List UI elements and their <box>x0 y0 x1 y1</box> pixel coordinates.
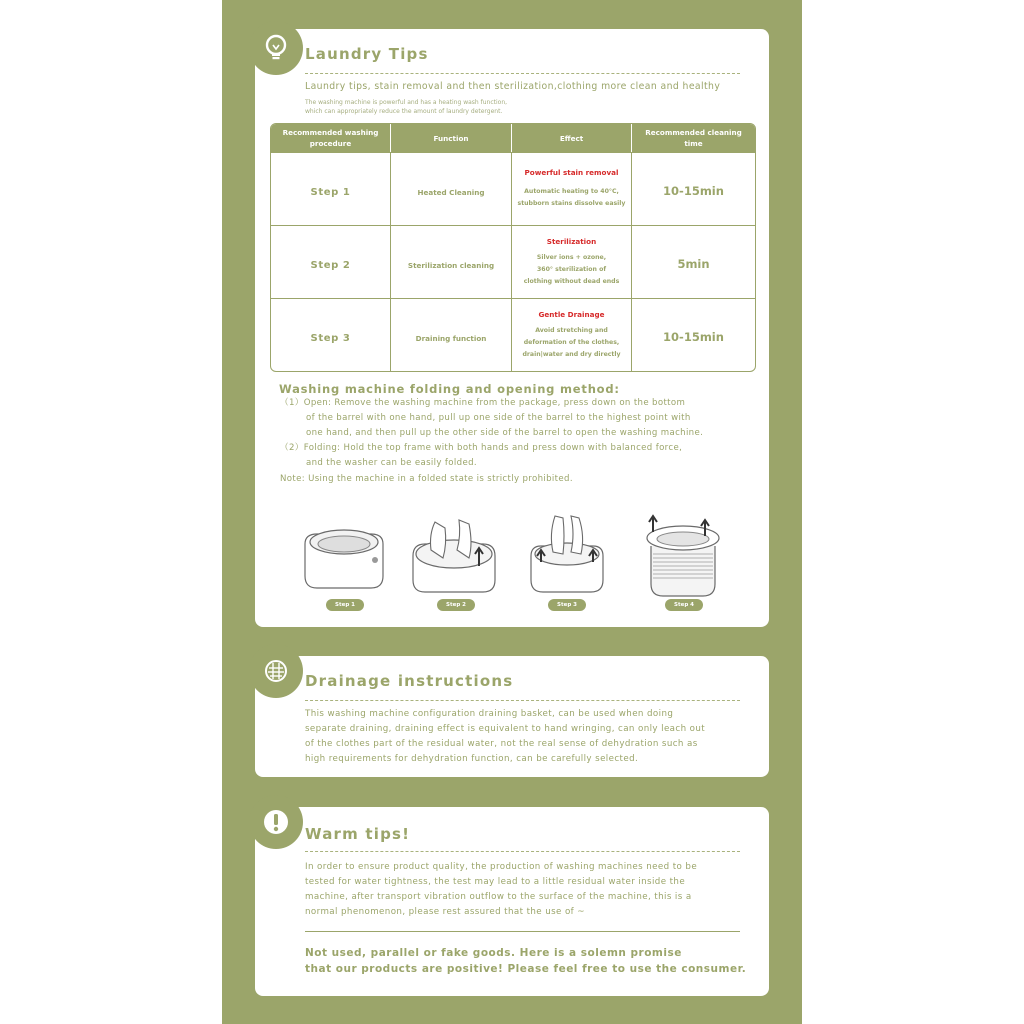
method-title: Washing machine folding and opening method: <box>279 382 620 396</box>
drainage-text: This washing machine configuration draining basket, can be used when doing <box>305 709 674 719</box>
drainage-text: of the clothes part of the residual water, not the real sense of dehydration such as <box>305 739 698 749</box>
step-pill: Step 4 <box>665 599 703 611</box>
effect-text: Silver ions + ozone, <box>536 253 607 261</box>
step-pill: Step 2 <box>437 599 475 611</box>
effect-text: Automatic heating to 40°C, <box>524 188 619 195</box>
open-instruction: one hand, and then pull up the other side of the barrel to open the washing machine. <box>306 428 704 438</box>
hand-pull-illustration <box>519 514 615 604</box>
warm-text: normal phenomenon, please rest assured that the use of ~ <box>305 907 585 917</box>
washer-closed-illustration <box>297 514 393 604</box>
card-title: Warm tips! <box>305 825 411 843</box>
warm-tips-card <box>255 807 769 996</box>
effect-text: deformation of the clothes, <box>523 338 620 346</box>
card-subtitle: Laundry tips, stain removal and then sterilization,clothing more clean and healthy <box>305 81 721 92</box>
effect-title: Powerful stain removal <box>524 168 619 177</box>
drainage-card <box>255 656 769 777</box>
dashed-divider <box>305 851 740 852</box>
open-instruction: （1）Open: Remove the washing machine from the package, press down on the bottom <box>280 398 686 408</box>
fold-instruction: and the washer can be easily folded. <box>306 458 477 468</box>
table-header: Recommended washing procedure <box>271 124 391 152</box>
cleaning-time: 10-15min <box>663 183 724 198</box>
step-label: Step 2 <box>310 259 351 271</box>
warm-text: tested for water tightness, the test may lead to a little residual water inside the <box>305 877 686 887</box>
warm-text: In order to ensure product quality, the production of washing machines need to be <box>305 862 698 872</box>
card-title: Drainage instructions <box>305 672 514 690</box>
fold-instruction: （2）Folding: Hold the top frame with both hands and press down with balanced force, <box>280 443 683 453</box>
effect-title: Gentle Drainage <box>538 309 605 319</box>
drainage-text: high requirements for dehydration function, can be carefully selected. <box>305 754 639 764</box>
card-title: Laundry Tips <box>305 45 429 63</box>
note-line: The washing machine is powerful and has a heating wash function, <box>305 99 508 106</box>
function-label: Heated Cleaning <box>417 187 485 197</box>
open-instruction: of the barrel with one hand, pull up one side of the barrel to the highest point with <box>306 413 691 423</box>
step-label: Step 1 <box>310 186 351 198</box>
lightbulb-icon <box>249 21 303 75</box>
table-header: Effect <box>512 124 632 152</box>
effect-text: clothing without dead ends <box>523 277 620 285</box>
washer-open-illustration <box>635 514 731 604</box>
function-label: Sterilization cleaning <box>407 260 495 270</box>
solid-divider <box>305 931 740 932</box>
effect-title: Sterilization <box>546 236 597 246</box>
table-header: Recommended cleaning time <box>632 124 755 152</box>
folded-note: Note: Using the machine in a folded state is strictly prohibited. <box>280 474 573 484</box>
drainage-text: separate draining, draining effect is equivalent to hand wringing, can only leach out <box>305 724 706 734</box>
promise-text: Not used, parallel or fake goods. Here is a solemn promise <box>305 947 682 959</box>
table-header: Function <box>391 124 512 152</box>
cleaning-time: 5min <box>677 256 710 271</box>
table-row <box>271 298 755 371</box>
laundry-table <box>270 123 756 372</box>
dashed-divider <box>305 73 740 74</box>
table-row <box>271 152 755 225</box>
note-line: which can appropriately reduce the amount of laundry detergent. <box>305 108 503 115</box>
exclamation-icon <box>249 795 303 849</box>
effect-text: 360° sterilization of <box>536 265 607 273</box>
step-pill: Step 3 <box>548 599 586 611</box>
promise-text: that our products are positive! Please feel free to use the consumer. <box>305 963 747 975</box>
hand-press-illustration <box>407 514 503 604</box>
effect-text: Avoid stretching and <box>535 326 608 334</box>
drain-basket-icon <box>249 644 303 698</box>
laundry-tips-card <box>255 29 769 627</box>
table-row <box>271 225 755 298</box>
effect-text: drain|water and dry directly <box>522 350 621 358</box>
function-label: Draining function <box>415 333 487 343</box>
cleaning-time: 10-15min <box>663 329 724 344</box>
warm-text: machine, after transport vibration outflow to the surface of the machine, this is a <box>305 892 692 902</box>
table-header-row <box>271 124 755 152</box>
effect-text: stubborn stains dissolve easily <box>517 200 626 207</box>
step-label: Step 3 <box>310 332 351 344</box>
step-pill: Step 1 <box>326 599 364 611</box>
dashed-divider <box>305 700 740 701</box>
